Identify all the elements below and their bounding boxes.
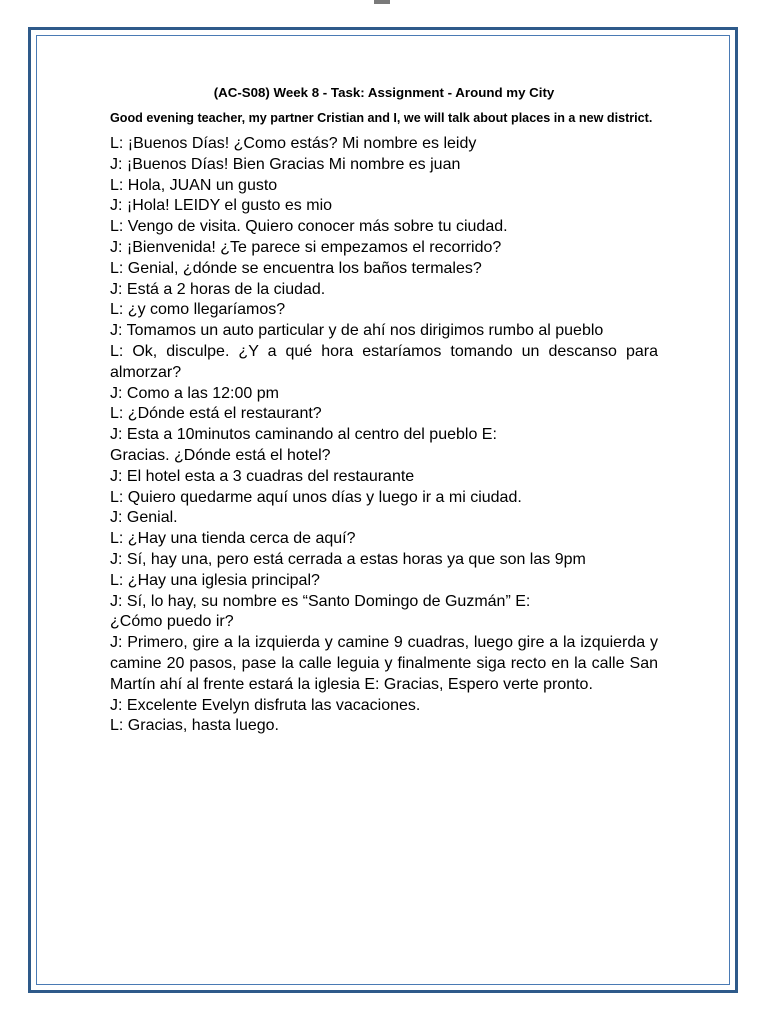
dialogue-line: L: Genial, ¿dónde se encuentra los baños termales?	[110, 259, 482, 277]
dialogue-line: ¿Cómo puedo ir?	[110, 613, 234, 631]
dialogue	[110, 134, 658, 737]
dialogue-line: L: Ok, disculpe. ¿Y a qué hora estaríamos tomando un descanso para almorzar?	[110, 342, 658, 381]
dialogue-line: J: Sí, hay una, pero está cerrada a estas horas ya que son las 9pm	[110, 550, 586, 568]
dialogue-line: J: Sí, lo hay, su nombre es “Santo Domingo de Guzmán” E:	[110, 592, 531, 610]
dialogue-line: L: Gracias, hasta luego.	[110, 717, 279, 735]
document-body	[110, 84, 658, 737]
dialogue-line: J: ¡Bienvenida! ¿Te parece si empezamos el recorrido?	[110, 238, 502, 256]
document-title: (AC-S08) Week 8 - Task: Assignment - Around my City	[213, 85, 555, 100]
dialogue-line: J: Tomamos un auto particular y de ahí nos dirigimos rumbo al pueblo	[110, 322, 604, 340]
dialogue-line: L: ¿Dónde está el restaurant?	[110, 405, 322, 423]
dialogue-line: L: Hola, JUAN un gusto	[110, 176, 278, 194]
dialogue-line: J: Esta a 10minutos caminando al centro del pueblo E:	[110, 426, 497, 444]
dialogue-line: J: Está a 2 horas de la ciudad.	[110, 280, 326, 298]
dialogue-line: Gracias. ¿Dónde está el hotel?	[110, 446, 331, 464]
dialogue-line: L: ¿Hay una tienda cerca de aquí?	[110, 530, 356, 548]
dialogue-line: J: ¡Hola! LEIDY el gusto es mio	[110, 197, 333, 215]
dialogue-line: J: Excelente Evelyn disfruta las vacaciones.	[110, 696, 421, 714]
page-top-mark	[374, 0, 390, 4]
dialogue-line: L: Quiero quedarme aquí unos días y luego ir a mi ciudad.	[110, 488, 522, 506]
dialogue-line: L: Vengo de visita. Quiero conocer más sobre tu ciudad.	[110, 218, 508, 236]
dialogue-line: J: Genial.	[110, 509, 178, 527]
document-intro: Good evening teacher, my partner Cristian and I, we will talk about places in a new district.	[110, 111, 653, 125]
dialogue-line: J: Como a las 12:00 pm	[110, 384, 279, 402]
dialogue-line: J: El hotel esta a 3 cuadras del restaurante	[110, 467, 415, 485]
dialogue-line: L: ¿Hay una iglesia principal?	[110, 571, 320, 589]
dialogue-line: L: ¡Buenos Días! ¿Como estás? Mi nombre es leidy	[110, 135, 477, 152]
dialogue-line: L: ¿y como llegaríamos?	[110, 301, 286, 319]
dialogue-line: J: Primero, gire a la izquierda y camine 9 cuadras, luego gire a la izquierda y camine 20 pasos, pase la calle leguia y finalmente siga recto en la calle San Martín ahí al frente estará la iglesia E: Gracias, Espero verte pronto.	[110, 634, 658, 693]
dialogue-line: J: ¡Buenos Días! Bien Gracias Mi nombre es juan	[110, 155, 461, 173]
